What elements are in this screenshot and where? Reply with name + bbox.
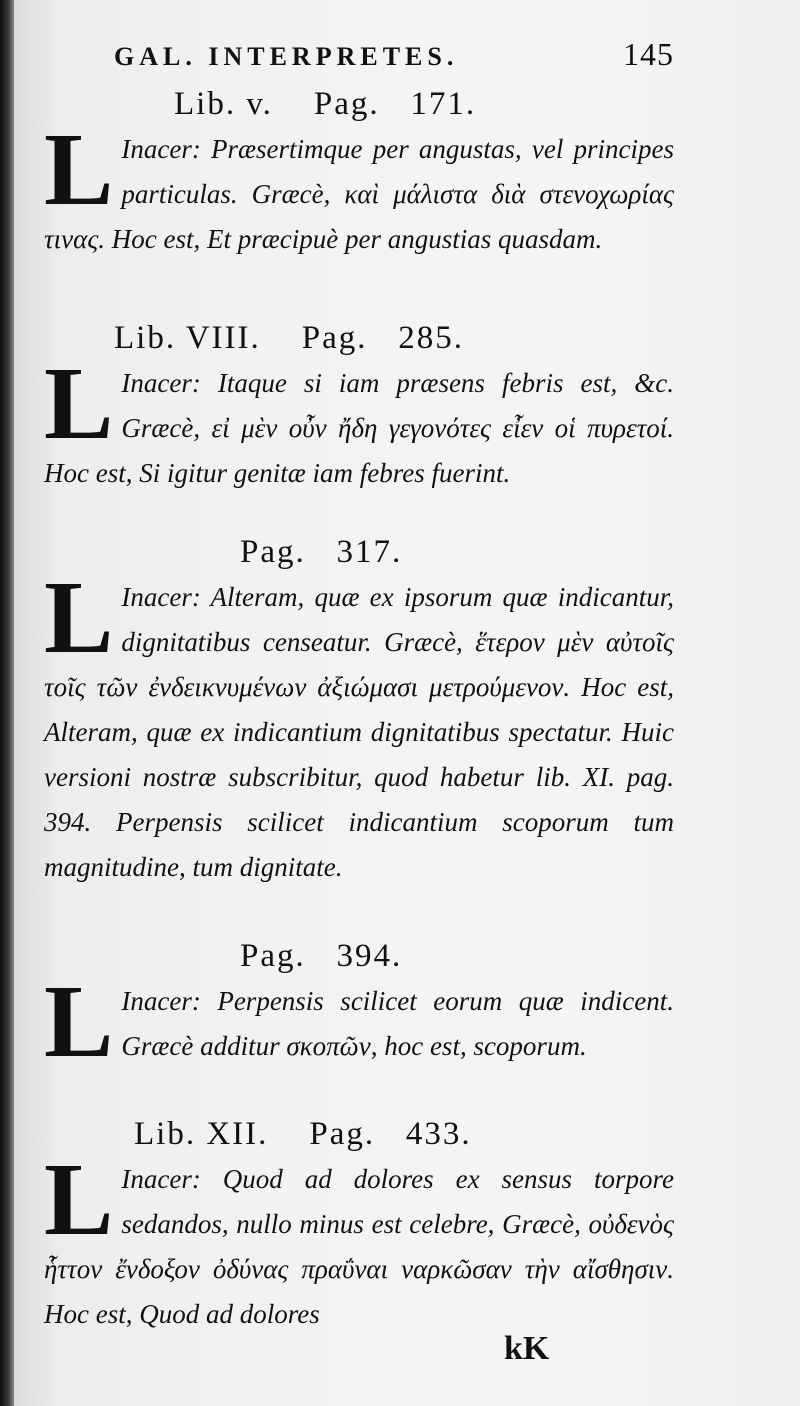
entry <box>44 112 674 262</box>
running-head-title: GAL. INTERPRETES. <box>114 42 459 71</box>
section-lib-xii <box>44 1116 674 1337</box>
drop-initial: L <box>44 1142 114 1257</box>
section-pag-394 <box>44 938 674 1079</box>
entry <box>44 964 674 1079</box>
page-number: 145 <box>623 36 674 72</box>
entry-text: Inacer: Alteram, quæ ex ipsorum quæ indicantur, dignitatibus censeatur. Græcè, ἕτερον μὲν αὐτοῖς τοῖς τῶν ἐνδεικνυμένων ἀξιώμασι μετρούμενον. Hoc est, Alteram, quæ ex indicantium dignitatibus spectatur. Huic versioni nostræ subscribitur, quod habetur lib. XI. pag. 394. Perpensis scilicet indicantium scoporum tum magnitudine, tum dignitate. <box>44 582 674 882</box>
running-head <box>114 36 674 73</box>
section-lib-viii <box>44 320 674 496</box>
section-heading: Lib. v. Pag. 171. <box>174 86 477 122</box>
entry <box>44 346 674 496</box>
section-heading: Lib. XII. Pag. 433. <box>134 1116 472 1152</box>
entry-text: Inacer: Perpensis scilicet eorum quæ indicent. Græcè additur σκοπῶν, hoc est, scoporum. <box>121 986 674 1061</box>
entry-text: Inacer: Itaque si iam præsens febris est, &c. Græcè, εἰ μὲν οὖν ἤδη γεγονότες εἶεν οἱ πυρετοί. Hoc est, Si igitur genitæ iam febres fuerint. <box>44 368 674 488</box>
section-heading: Pag. 317. <box>240 534 403 570</box>
entry-text: Inacer: Præsertimque per angustas, vel principes particulas. Græcè, καὶ μάλιστα διὰ στενοχωρίας τινας. Hoc est, Et præcipuè per angustias quasdam. <box>44 134 674 254</box>
section-pag-317 <box>44 534 674 890</box>
entry <box>44 560 674 890</box>
drop-initial: L <box>44 964 114 1079</box>
section-lib-v <box>44 86 674 262</box>
drop-initial: L <box>44 346 114 461</box>
drop-initial: L <box>44 112 114 227</box>
book-page <box>14 0 800 1406</box>
drop-initial: L <box>44 560 114 675</box>
entry-text: Inacer: Quod ad dolores ex sensus torpore sedandos, nullo minus est celebre, Græcè, οὐδενὸς ἧττον ἔνδοξον ὀδύνας πραΰναι ναρκῶσαν τὴν αἴσθησιν. Hoc est, Quod ad dolores <box>44 1164 674 1329</box>
entry <box>44 1142 674 1337</box>
section-heading: Lib. VIII. Pag. 285. <box>114 320 465 356</box>
book-gutter-shadow <box>0 0 14 1406</box>
section-heading: Pag. 394. <box>240 938 403 974</box>
catchword-signature: kK <box>504 1330 550 1367</box>
